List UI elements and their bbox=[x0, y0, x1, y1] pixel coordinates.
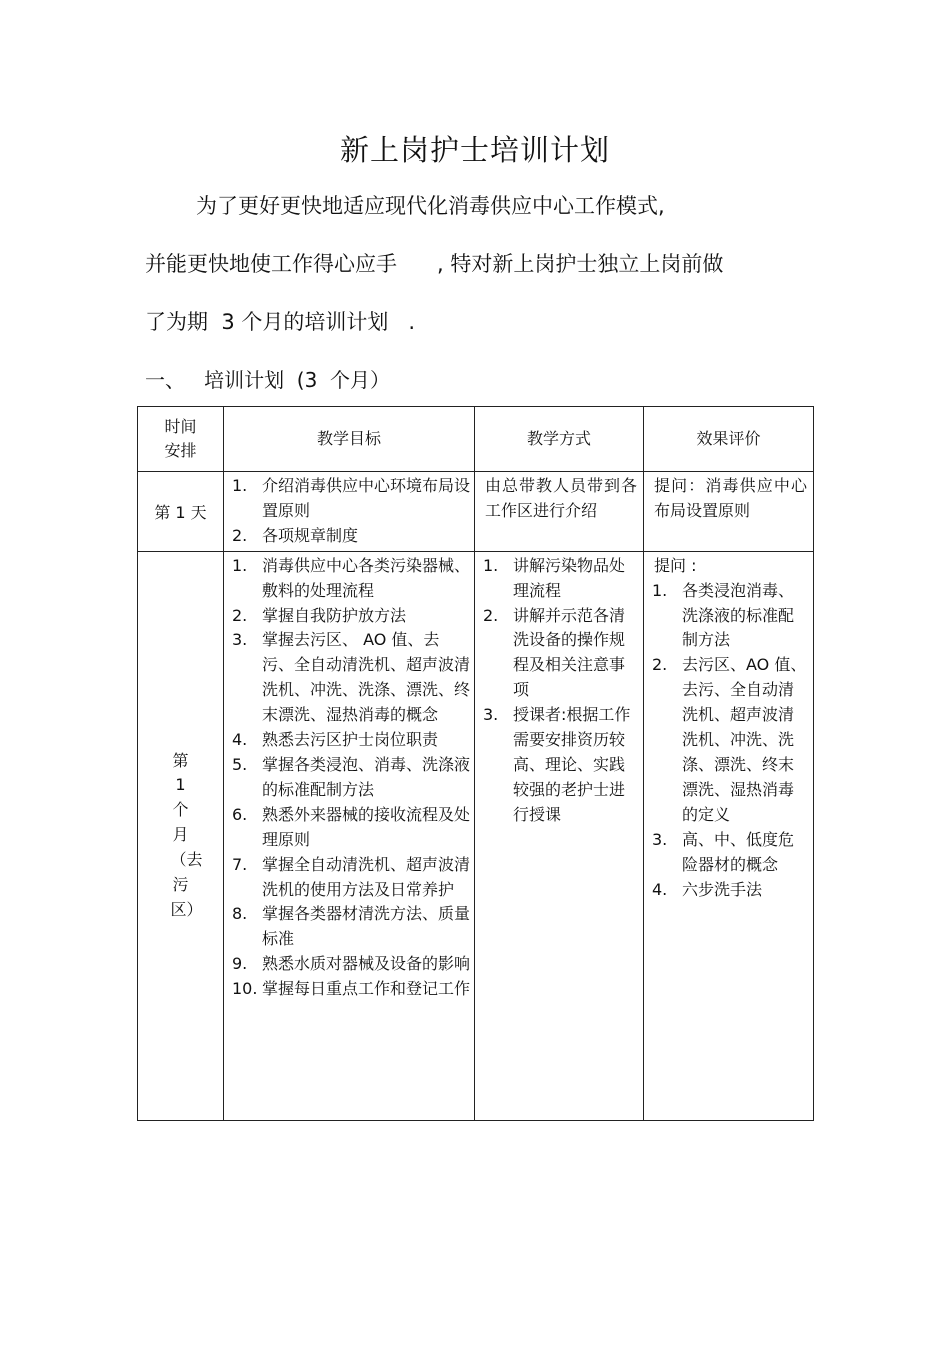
list-item: 7. 掌握全自动清洗机、超声波清洗机的使用方法及日常养护 bbox=[232, 854, 471, 899]
list-item: 1. 消毒供应中心各类污染器械、敷料的处理流程 bbox=[232, 555, 471, 600]
list-item: 8. 掌握各类器材清洗方法、质量标准 bbox=[232, 904, 471, 949]
list-item: 2. 各项规章制度 bbox=[232, 525, 359, 545]
row-evals-month1 bbox=[644, 551, 814, 1120]
list-item: 1. 各类浸泡消毒、洗涤液的标准配制方法 bbox=[652, 580, 795, 650]
row-method-day1: 由总带教人员带到各工作区进行介绍 bbox=[475, 472, 644, 552]
intro-paragraph-line-1: 为了更好更快地适应现代化消毒供应中心工作模式, bbox=[196, 194, 665, 218]
header-goal: 教学目标 bbox=[224, 407, 475, 472]
document-title: 新上岗护士培训计划 bbox=[339, 133, 610, 167]
row-time-day1: 第 1 天 bbox=[138, 472, 224, 552]
table-header-row bbox=[138, 407, 814, 472]
row-eval-day1: 提问：消毒供应中心布局设置原则 bbox=[644, 472, 814, 552]
list-item: 3. 高、中、低度危险器材的概念 bbox=[652, 829, 795, 874]
row-methods-month1 bbox=[475, 551, 644, 1120]
intro-paragraph-line-3: 了为期 3 个月的培训计划 . bbox=[145, 310, 416, 334]
list-item: 5. 掌握各类浸泡、消毒、洗涤液的标准配制方法 bbox=[232, 754, 471, 799]
eval-heading: 提问 : bbox=[654, 555, 697, 575]
list-item: 4. 熟悉去污区护士岗位职责 bbox=[232, 730, 439, 750]
header-method: 教学方式 bbox=[475, 407, 644, 472]
table-row bbox=[138, 472, 814, 552]
list-item: 1. 讲解污染物品处理流程 bbox=[483, 555, 626, 600]
list-item: 3. 掌握去污区、 AO 值、去污、全自动清洗机、超声波清洗机、冲洗、洗涤、漂洗、终末漂洗、湿热消毒的概念 bbox=[232, 630, 471, 725]
list-item: 1. 介绍消毒供应中心环境布局设置原则 bbox=[232, 476, 471, 520]
table-row bbox=[138, 551, 814, 1120]
list-item: 2. 讲解并示范各清洗设备的操作规程及相关注意事项 bbox=[483, 605, 626, 700]
row-goals-month1 bbox=[224, 551, 475, 1120]
list-item: 2. 掌握自我防护放方法 bbox=[232, 605, 407, 625]
list-item: 10. 掌握每日重点工作和登记工作 bbox=[232, 979, 471, 999]
section-heading: 一、 培训计划 (3 个月） bbox=[145, 368, 391, 392]
row-time-month1: 第1个月（去污区） bbox=[138, 551, 224, 1120]
list-item: 9. 熟悉水质对器械及设备的影响 bbox=[232, 954, 471, 974]
list-item: 6. 熟悉外来器械的接收流程及处理原则 bbox=[232, 804, 471, 849]
intro-paragraph-line-2: 并能更快地使工作得心应手 , 特对新上岗护士独立上岗前做 bbox=[145, 252, 724, 276]
list-item: 4. 六步洗手法 bbox=[652, 879, 763, 899]
list-item: 2. 去污区、AO 值、去污、全自动清洗机、超声波清洗机、冲洗、洗涤、漂洗、终末漂洗、湿热消毒的定义 bbox=[652, 655, 807, 824]
header-time: 时间安排 bbox=[138, 407, 224, 472]
list-item: 3. 授课者:根据工作需要安排资历较高、理论、实践较强的老护士进行授课 bbox=[483, 705, 631, 824]
training-plan-table bbox=[137, 406, 814, 1121]
header-eval: 效果评价 bbox=[644, 407, 814, 472]
row-goals-day1 bbox=[224, 472, 475, 552]
